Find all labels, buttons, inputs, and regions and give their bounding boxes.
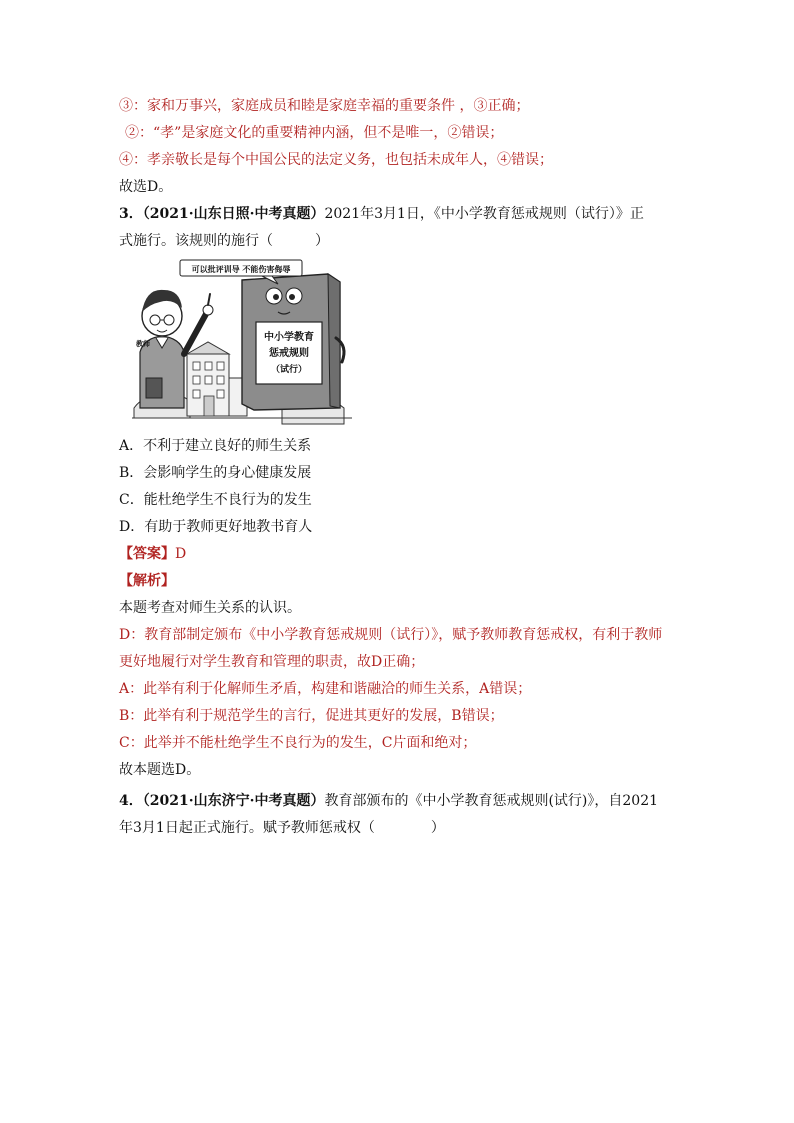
analysis-intro: 本题考查对师生关系的认识。 bbox=[119, 600, 301, 616]
analysis-c: C：此举并不能杜绝学生不良行为的发生，C片面和绝对； bbox=[119, 735, 477, 751]
analysis-conclusion: 故本题选D。 bbox=[119, 762, 201, 778]
book-title-line-2: 惩戒规则 bbox=[269, 348, 309, 359]
question-3-stem-line-2: 式施行。该规则的施行（ ） bbox=[119, 233, 329, 249]
option-c: C．能杜绝学生不良行为的发生 bbox=[119, 492, 312, 508]
explanation-line-4: ④：孝亲敬长是每个中国公民的法定义务，也包括未成年人，④错误； bbox=[119, 152, 553, 168]
book-title-line-1: 中小学教育 bbox=[264, 332, 314, 343]
previous-conclusion: 故选D。 bbox=[119, 179, 173, 195]
analysis-a: A：此举有利于化解师生矛盾，构建和谐融洽的师生关系，A错误； bbox=[119, 681, 532, 697]
option-a: A．不利于建立良好的师生关系 bbox=[119, 438, 312, 454]
answer-row bbox=[119, 544, 679, 564]
answer-value: D bbox=[175, 546, 187, 562]
option-b: B．会影响学生的身心健康发展 bbox=[119, 465, 312, 481]
cartoon-svg bbox=[132, 258, 352, 426]
analysis-label: 【解析】 bbox=[119, 573, 175, 589]
analysis-d-line-1: D：教育部制定颁布《中小学教育惩戒规则（试行）》，赋予教师教育惩戒权，有利于教师 bbox=[119, 627, 663, 643]
question-3-stem-line-1 bbox=[119, 204, 679, 224]
question-4-stem-line-1 bbox=[119, 791, 679, 811]
question-4-source: 4．（2021·山东济宁·中考真题） bbox=[119, 793, 325, 809]
question-4-stem-text: 教育部颁布的《中小学教育惩戒规则(试行)》，自2021 bbox=[324, 793, 659, 809]
explanation-line-2: ②：“孝”是家庭文化的重要精神内涵，但不是唯一，②错误； bbox=[125, 125, 504, 141]
question-3-stem-text: 2021年3月1日，《中小学教育惩戒规则（试行）》正 bbox=[324, 206, 644, 222]
question-3-source: 3．（2021·山东日照·中考真题） bbox=[119, 206, 325, 222]
option-d: D．有助于教师更好地教书育人 bbox=[119, 519, 313, 535]
analysis-d-line-2: 更好地履行对学生教育和管理的职责，故D正确； bbox=[119, 654, 425, 670]
cartoon-illustration bbox=[132, 258, 352, 426]
speech-banner-text: 可以批评训导 不能伤害侮辱 bbox=[191, 265, 291, 274]
question-4-stem-line-2: 年3月1日起正式施行。赋予教师惩戒权（ ） bbox=[119, 820, 445, 836]
answer-label: 【答案】 bbox=[119, 546, 175, 562]
book-title-line-3: （试行） bbox=[270, 365, 308, 375]
analysis-b: B：此举有利于规范学生的言行，促进其更好的发展，B错误； bbox=[119, 708, 504, 724]
explanation-line-3: ③：家和万事兴，家庭成员和睦是家庭幸福的重要条件 ，③正确； bbox=[119, 98, 530, 114]
teacher-label: 教师 bbox=[136, 340, 150, 348]
